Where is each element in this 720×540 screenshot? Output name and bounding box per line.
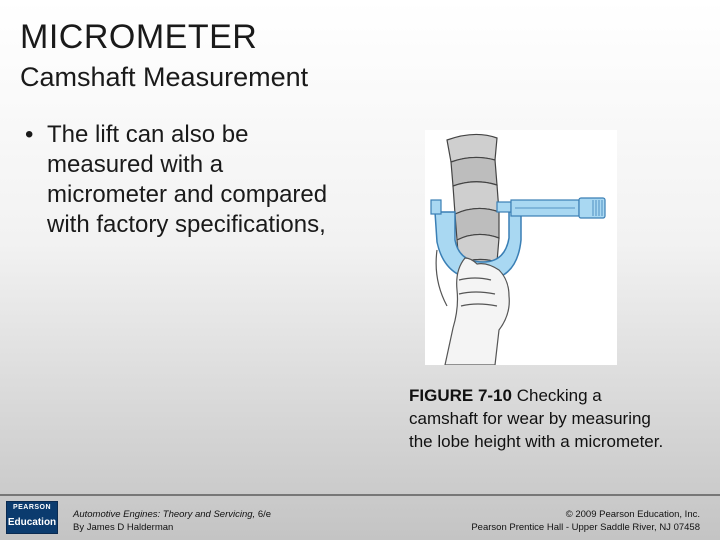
logo-top-text: PEARSON	[12, 504, 52, 511]
footer-divider	[0, 494, 720, 496]
micrometer-figure	[425, 130, 617, 365]
slide-title: MICROMETER	[20, 18, 258, 56]
bullet-marker: •	[25, 121, 34, 148]
micrometer-illustration	[425, 130, 617, 365]
footer-book-info	[73, 508, 373, 534]
pearson-logo	[6, 501, 58, 534]
footer-copyright-info	[380, 508, 700, 534]
logo-bottom-text: Education	[7, 517, 57, 528]
slide-subtitle: Camshaft Measurement	[20, 62, 309, 92]
footer-copyright: © 2009 Pearson Education, Inc.	[565, 509, 700, 520]
footer-book-title: Automotive Engines: Theory and Servicing,	[73, 509, 256, 520]
footer-author: By James D Halderman	[73, 522, 174, 533]
footer-edition: 6/e	[255, 509, 272, 520]
footer-publisher: Pearson Prentice Hall - Upper Saddle River, NJ 07458	[471, 522, 700, 533]
bullet-text: The lift can also be measured with a micrometer and compared with factory specifications,	[47, 121, 328, 238]
figure-caption-text: Checking a camshaft for wear by measuring the lobe height with a micrometer.	[409, 386, 664, 451]
figure-label: FIGURE 7-10	[409, 386, 512, 405]
figure-caption	[409, 384, 669, 453]
